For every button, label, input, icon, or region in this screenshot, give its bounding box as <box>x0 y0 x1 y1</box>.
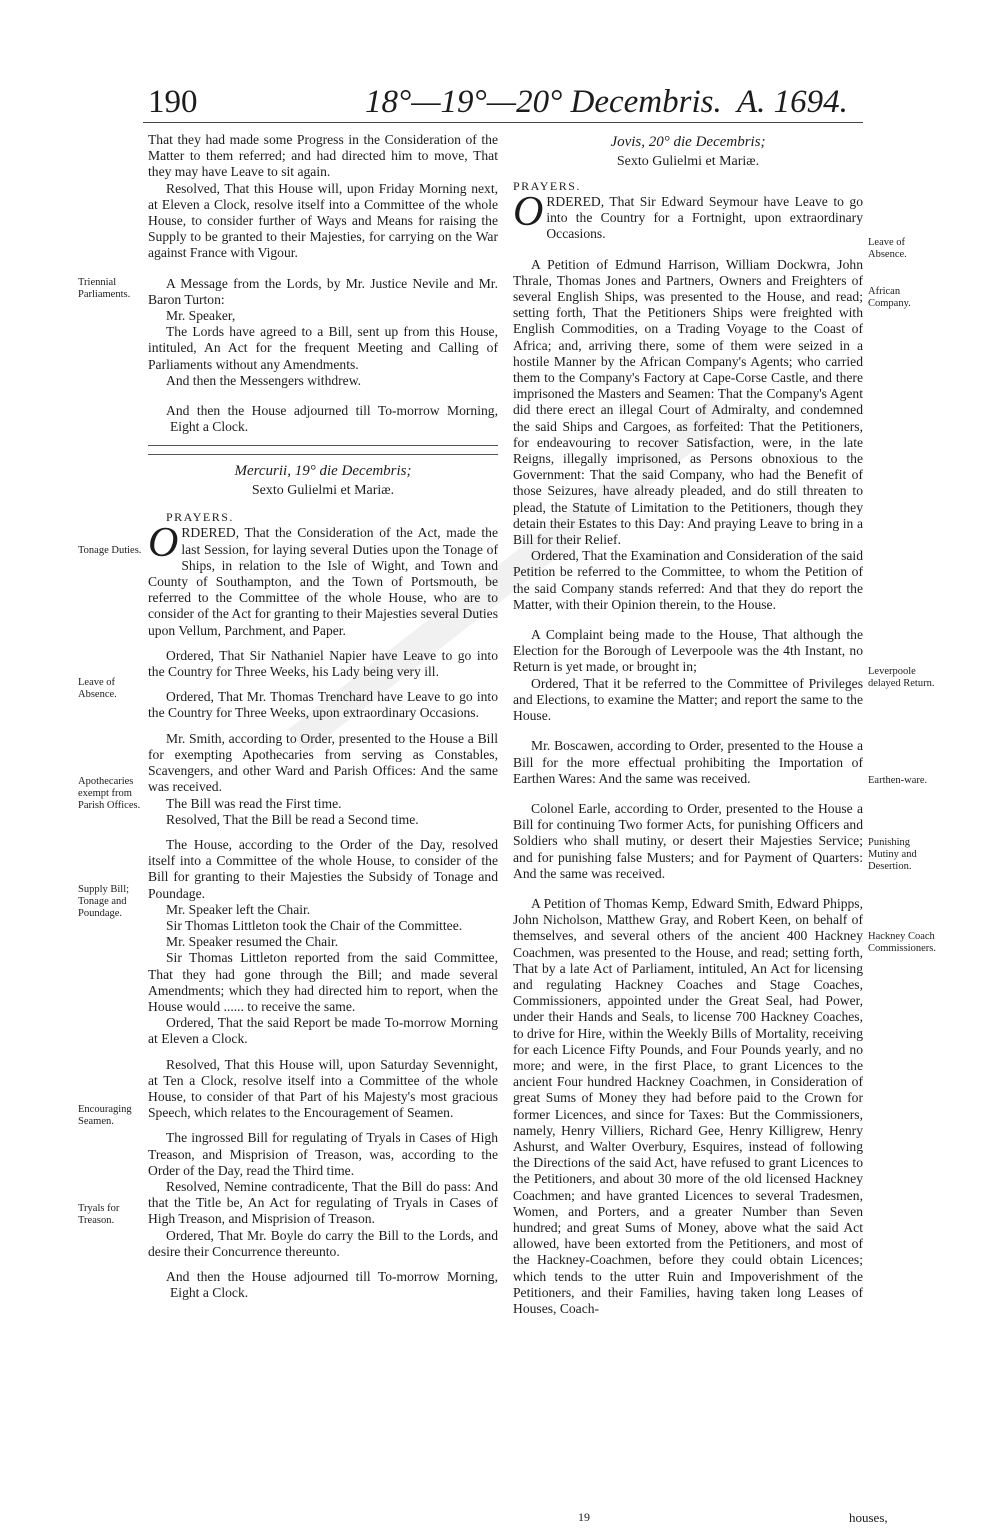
section-rule <box>148 445 498 446</box>
page-number: 190 <box>148 84 198 120</box>
margin-note-tryals: Tryals for Treason. <box>78 1203 120 1226</box>
paragraph: Resolved, That this House will, upon Friday Morning next, at Eleven a Clock, resolve itself into a Committee of the whole House, to consider further of Ways and Means for raising the Supply to be granted to their Majesties, for carrying on the War against France with Vigour. <box>148 180 498 261</box>
adjournment: And then the House adjourned till To-morrow Morning, Eight a Clock. <box>166 1268 498 1301</box>
paragraph: Mr. Speaker left the Chair. <box>166 901 311 917</box>
header-rule <box>143 122 863 123</box>
paragraph-text: RDERED, That Sir Edward Seymour have Leave to go into the Country for a Fortnight, upon extraordinary Occasions. <box>546 194 863 242</box>
paragraph: Mr. Speaker, <box>166 308 236 324</box>
paragraph: Resolved, Nemine contradicente, That the Bill do pass: And that the Title be, An Act for regulating of Tryals in Cases of High Treason, and Misprision of Treason. <box>148 1178 498 1227</box>
adjournment: And then the House adjourned till To-morrow Morning, Eight a Clock. <box>166 403 498 435</box>
paragraph: Sir Thomas Littleton reported from the said Committee, That they had gone through the Bill; and made several Amendments; which they had directed him to report, when the House would ...... to receive the same. <box>148 950 498 1014</box>
paragraph: Sir Thomas Littleton took the Chair of the Committee. <box>166 917 463 933</box>
margin-note-apothecaries: Apothecaries exempt from Parish Offices. <box>78 776 141 811</box>
paragraph: Mr. Speaker resumed the Chair. <box>166 934 339 950</box>
drop-cap: O <box>148 520 179 567</box>
paragraph <box>148 520 498 638</box>
prayers-label: PRAYERS. <box>166 510 234 525</box>
page-year: A. 1694. <box>737 84 848 120</box>
paragraph: The Bill was read the First time. <box>166 795 342 811</box>
prayers-label: PRAYERS. <box>513 179 581 193</box>
margin-note-earthen: Earthen-ware. <box>868 775 928 786</box>
paragraph: Ordered, That Mr. Thomas Trenchard have Leave to go into the Country for Three Weeks, upon extraordinary Occasions. <box>148 689 498 721</box>
paragraph: Mr. Boscawen, according to Order, presented to the House a Bill for the more effectual prohibiting the Importation of Earthen Wares: And the same was received. <box>513 738 863 786</box>
paragraph: A Message from the Lords, by Mr. Justice Nevile and Mr. Baron Turton: <box>148 275 498 307</box>
margin-note-leverpoole: Leverpoole delayed Return. <box>868 666 935 689</box>
paragraph <box>513 189 863 243</box>
paragraph: Ordered, That the Examination and Consideration of the said Petition be referred to the Committee, to whom the Petition of the said Company stands referred: And that they do report the Matter, with their Opinion therein, to the House. <box>513 548 863 612</box>
paragraph: Colonel Earle, according to Order, presented to the House a Bill for continuing Two former Acts, for punishing Officers and Soldiers who shall mutiny, or desert their Majesties Service; and for punishing false Musters; and for Payment of Quarters: And the same was received. <box>513 800 863 881</box>
signature-mark: 19 <box>578 1510 590 1524</box>
paragraph: The House, according to the Order of the Day, resolved itself into a Committee of the whole House, to consider of the Bill for granting to their Majesties the Subsidy of Tonage and Poundage. <box>148 836 498 901</box>
right-column <box>513 132 863 1317</box>
paragraph: Ordered, That Mr. Boyle do carry the Bill to the Lords, and desire their Concurrence thereunto. <box>148 1227 498 1259</box>
paragraph: A Petition of Thomas Kemp, Edward Smith, Edward Phipps, John Nicholson, Matthew Gray, and Robert Keen, on behalf of themselves, and several others of the ancient 400 Hackney Coachmen, was presented to the House, and read; setting forth, That by a late Act of Parliament, intituled, An Act for licensing and regulating Hackney Coaches and Stage Coaches, Commissioners, appointed under the Great Seal, had Power, under their Hands and Seals, to license 700 Hackney Coaches, to drive for Hire, within the Weekly Bills of Mortality, receiving for each Licence Fifty Pounds, and Four Pounds yearly, and no more; and were, in the first Place, to grant Licences to the ancient Four hundred Hackney Coachmen, in Consideration of great Sums of Money they had before paid to the Crown for former Licences, and since for Taxes: But the Commissioners, namely, Henry Villiers, Richard Gee, Henry Killigrew, Henry Ashurst, and Walter Overbury, Esquires, instead of following the Directions of the said Act, have refused to grant Licences to the Petitioners, and about 30 more of the old licensed Hackney Coachmen; and have granted Licences to several Tradesmen, Women, and Porters, and a greater Number than Seven hundred; and great Sums of Money, above what the said Act allowed, have been extorted from the Petitioners, and most of the Hackney-Coachmen, before they could obtain Licences; which tends to the utter Ruin and Impoverishment of the Petitioners, and their Families, having taken long Leases of Houses, Coach- <box>513 895 863 1316</box>
drop-cap: O <box>513 189 544 235</box>
page-header <box>0 82 992 132</box>
paragraph: Resolved, That the Bill be read a Second time. <box>166 811 419 827</box>
paragraph: The Lords have agreed to a Bill, sent up from this House, intituled, An Act for the frequent Meeting and Calling of Parliaments without any Amendments. <box>148 324 498 372</box>
date-heading: Mercurii, 19° die Decembris; <box>234 463 412 480</box>
margin-note-tonage: Tonage Duties. <box>78 545 142 556</box>
left-column <box>148 132 498 1301</box>
paragraph: That they had made some Progress in the Consideration of the Matter to them referred; and had directed him to move, That they may have Leave to sit again. <box>148 132 498 180</box>
section-rule <box>148 454 498 455</box>
margin-note-seamen: Encouraging Seamen. <box>78 1104 132 1127</box>
date-heading: Jovis, 20° die Decembris; <box>610 134 766 150</box>
paragraph: Mr. Smith, according to Order, presented to the House a Bill for exempting Apothecaries from serving as Constables, Scavengers, and other Ward and Parish Offices: And the same was received. <box>148 730 498 795</box>
paragraph: Ordered, That Sir Nathaniel Napier have Leave to go into the Country for Three Weeks, his Lady being very ill. <box>148 647 498 680</box>
margin-note-mutiny: Punishing Mutiny and Desertion. <box>868 837 917 872</box>
paragraph: Ordered, That it be referred to the Committee of Privileges and Elections, to examine the Matter; and report the same to the House. <box>513 675 863 724</box>
paragraph: And then the Messengers withdrew. <box>166 372 362 388</box>
margin-note-leave: Leave of Absence. <box>78 677 117 700</box>
page-title: 18°—19°—20° Decembris. <box>365 84 722 120</box>
margin-note-triennial: Triennial Parliaments. <box>78 277 131 300</box>
margin-note-african: African Company. <box>868 286 911 309</box>
paragraph: A Complaint being made to the House, That although the Election for the Borough of Leverpoole was the 4th Instant, no Return is yet made, or brought in; <box>513 627 863 675</box>
margin-note-leave: Leave of Absence. <box>868 237 907 260</box>
margin-note-supply: Supply Bill; Tonage and Poundage. <box>78 884 130 919</box>
paragraph: Resolved, That this House will, upon Saturday Sevennight, at Ten a Clock, resolve itself into a Committee of the whole House, to consider of that Part of his Majesty's most gracious Speech, which relates to the Encouragement of Seamen. <box>148 1056 498 1121</box>
date-subheading: Sexto Gulielmi et Mariæ. <box>616 154 760 169</box>
margin-note-hackney: Hackney Coach Commissioners. <box>868 931 936 954</box>
catchword: houses, <box>849 1510 888 1525</box>
date-subheading: Sexto Gulielmi et Mariæ. <box>251 483 395 499</box>
paragraph: Ordered, That the said Report be made To-morrow Morning at Eleven a Clock. <box>148 1015 498 1047</box>
paragraph-text: RDERED, That the Consideration of the Act, made the last Session, for laying several Duties upon the Tonage of Ships, in relation to the Isle of Wight, and Town and County of Southampton, and the Town of Portsmouth, be referred to the Committee of the whole House, who are to consider of the Act for granting to their Majesties several Duties upon Vellum, Parchment, and Paper. <box>148 525 498 638</box>
paragraph: A Petition of Edmund Harrison, William Dockwra, John Thrale, Thomas Jones and Partners, Owners and Freighters of several English Ships, was presented to the House, and read; setting forth, That the Petitioners Ships were freighted with English Commodities, on a Trading Voyage to the Coast of Africa; and, arriving there, some of them were seized in a hostile Manner by the African Company's Agents; who carried them to the Company's Factory at Cape-Corse Castle, and there imprisoned the Masters and Seamen: That the Company's Agent did there erect an illegal Court of Admiralty, and condemned the said Ships and Cargoes, as forfeited: That the Petitioners, for endeavouring to recover Satisfaction, were, in the late Reigns, illegally imprisoned, as Persons obnoxious to the Government: That the said Company, who had the Benefit of those Seizures, have already pleaded, and do still threaten to plead, the Statute of Limitation to the Petitioners, though they detain their Estates to this Day: And praying Leave to bring in a Bill for their Relief. <box>513 256 863 548</box>
paragraph: The ingrossed Bill for regulating of Tryals in Cases of High Treason, and Misprision of Treason, was, according to the Order of the Day, read the Third time. <box>148 1130 498 1178</box>
